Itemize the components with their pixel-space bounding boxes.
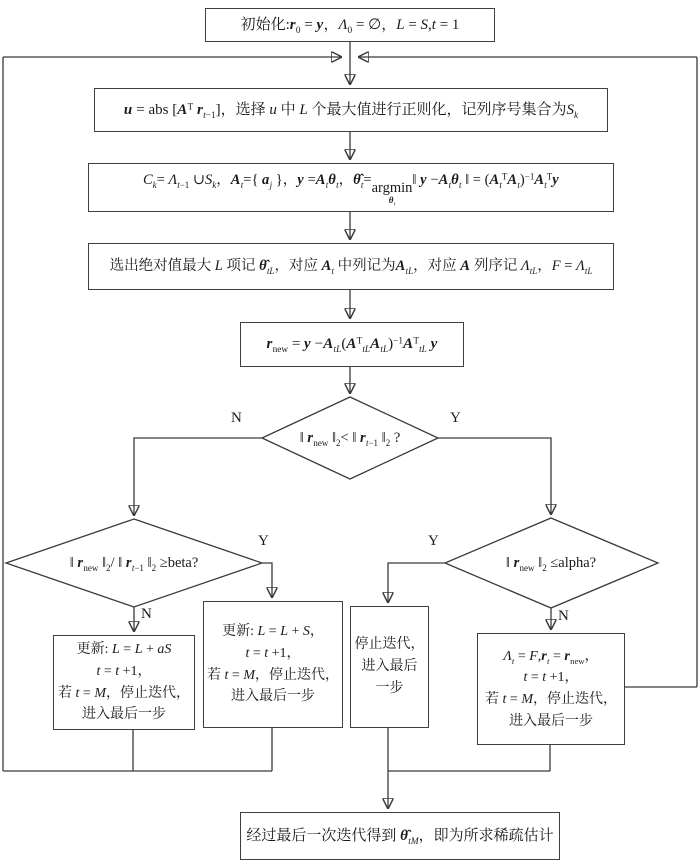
branch-n-arrow xyxy=(134,438,262,515)
node-update-b-line: 进入最后一步 xyxy=(231,689,315,705)
node-accept-line: 进入最后一步 xyxy=(509,713,593,729)
decision-beta-formula: ‖ $r_{new}$ $‖_2/$ ‖ $r_{t-1}$ $‖_2$ ≥beta? xyxy=(69,554,199,573)
node-update-a-line: 若 t = M，停止迭代， xyxy=(58,685,190,701)
label-main-n: N xyxy=(231,410,242,426)
node-stop-line: 停止迭代， xyxy=(354,637,425,653)
node-accept xyxy=(477,633,625,745)
node-accept-line: t = t +1， xyxy=(523,670,579,686)
node-update-a-line: t = t +1， xyxy=(96,663,152,679)
decision-alpha-text xyxy=(455,548,647,578)
node-match xyxy=(94,88,608,132)
node-stop-line: 一步 xyxy=(375,680,404,696)
node-init-text: 初始化$:r_0 = y$，$\Lambda_0$ = ∅，L = S,t = 1 xyxy=(240,16,460,36)
node-update-a-line: 进入最后一步 xyxy=(82,707,166,723)
node-update-a xyxy=(53,635,195,730)
label-left-y: Y xyxy=(258,533,269,549)
branch-y-arrow xyxy=(438,438,551,514)
node-stop-line: 进入最后 xyxy=(361,659,418,675)
node-stop xyxy=(350,606,429,728)
node-candidate xyxy=(88,163,614,212)
node-match-text: u = abs [$A^T$ $r_{t-1}$]，选择 u 中 L 个最大值进行正则化，记列序号集合为$S_k$ xyxy=(123,101,579,121)
branch-y-arrow xyxy=(262,563,272,597)
label-main-y: Y xyxy=(450,410,461,426)
node-update-b-line: 若 t = M，停止迭代， xyxy=(207,667,339,683)
node-accept-line: 若 t = M，停止迭代， xyxy=(485,692,617,707)
node-final-text: 经过最后一次迭代得到 $\thetâ_{tM}$，即为所求稀疏估计 xyxy=(246,827,554,847)
node-final xyxy=(240,812,560,860)
node-accept-line: $\Lambda_t = F,r_t = r_{new}$， xyxy=(503,648,599,666)
decision-main-formula: ‖ $r_{new}$ $‖_2<$ ‖ $r_{t-1}$ $‖_2$ ? xyxy=(299,429,401,448)
label-left-n: N xyxy=(141,606,152,622)
node-update-b-line: t = t +1， xyxy=(245,645,301,661)
node-update-a-line: 更新: L = L + aS xyxy=(76,642,172,658)
label-right-n: N xyxy=(558,608,569,624)
node-residual xyxy=(240,322,464,367)
node-init xyxy=(205,8,495,42)
branch-y-arrow xyxy=(388,563,445,602)
label-right-y: Y xyxy=(428,533,439,549)
decision-main-text xyxy=(270,423,430,453)
node-residual-text: $r_{new} = y -A_{tL}(A^T_{tL}A_{tL})^{-1}A^T_{tL}$ y xyxy=(266,336,438,356)
node-candidate-text: $C_k= \Lambda_{t-1}$ $\cup S_k$，$A_t=${ $a_j$ }，$y =A_t\theta_t$，$\thetâ_t=$ argmin $\theta_t$ ‖ $y -A_t\theta_t$ ‖ = $(A_t^TA_t)^{-1}A_t^Ty$ xyxy=(142,171,560,208)
decision-beta-text xyxy=(20,548,248,578)
node-select-text: 选出绝对值最大 L 项记 $\thetâ_{tL}$，对应 $A_t$ 中列记为$A_{tL}$，对应 A 列序记 $\Lambda_{tL}$，$F = \Lambda_{tL}$ xyxy=(109,257,593,276)
node-update-b-line: 更新: L = L + S， xyxy=(222,624,324,640)
decision-alpha-formula: ‖ $r_{new}$ $‖_2$ ≤alpha? xyxy=(505,554,597,573)
node-select xyxy=(88,243,614,290)
node-update-b xyxy=(203,601,343,728)
